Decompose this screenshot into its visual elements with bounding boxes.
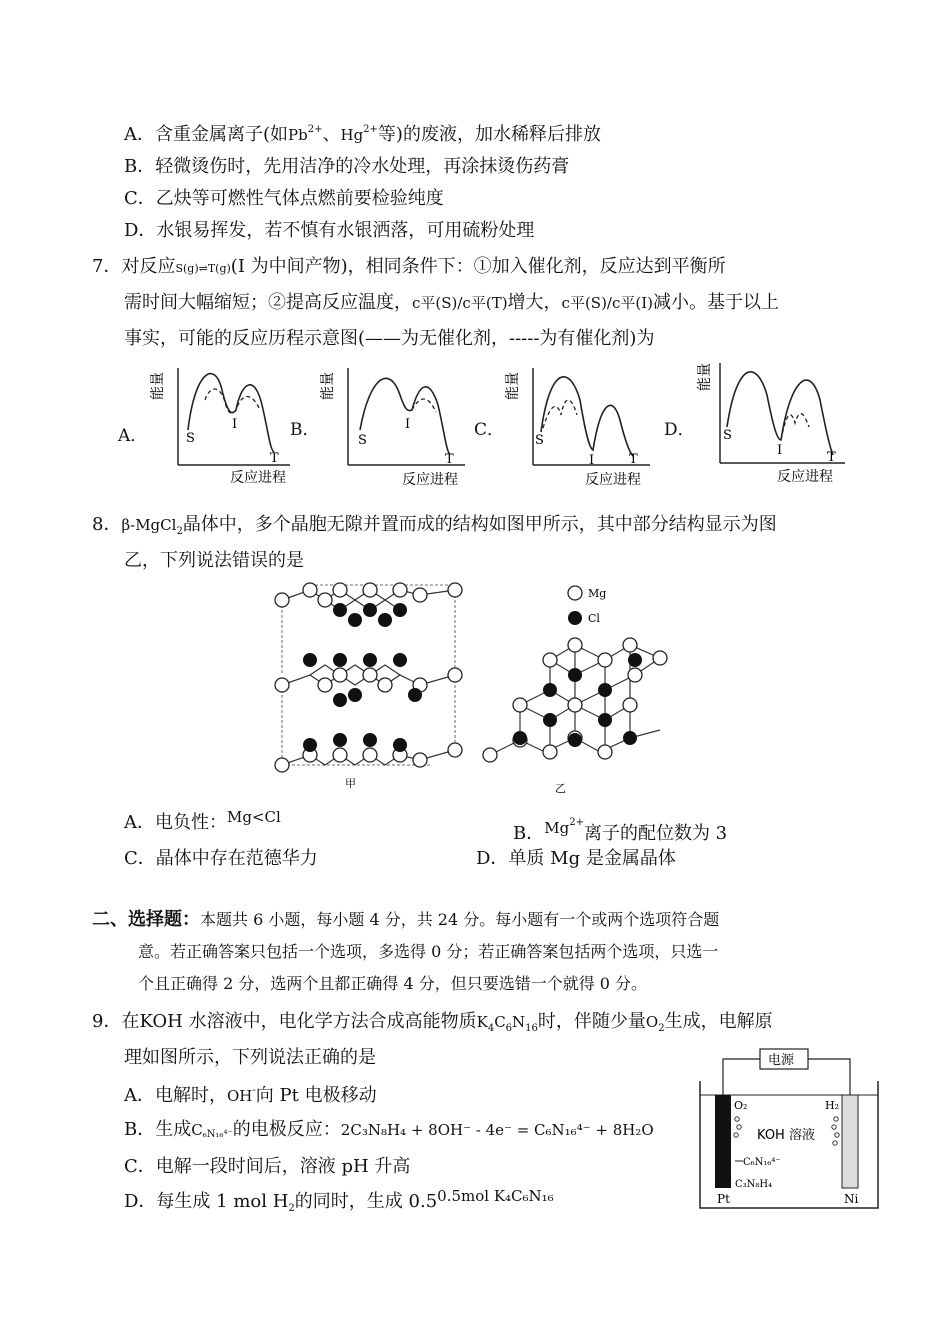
point-t: T — [629, 452, 638, 467]
ion-pb-charge: 2+ — [307, 124, 323, 135]
section2-l1: 本题共 6 小题，每小题 4 分，共 24 分。每小题有一个或两个选项符合题 — [200, 910, 720, 929]
q7-line2-mid: 增大， — [507, 292, 562, 313]
ion-hg-charge: 2+ — [363, 124, 378, 135]
power-label: 电源 — [768, 1053, 795, 1068]
o: O — [645, 1013, 659, 1031]
legend-cl: Cl — [588, 612, 600, 625]
q7-line2 — [124, 291, 779, 315]
q9-option-a-ion: OH — [227, 1087, 253, 1105]
q9-text-post: 生成，电解原 — [664, 1011, 773, 1032]
c-sub: 6 — [505, 1023, 513, 1034]
q7-line1 — [92, 255, 726, 281]
q9-line1 — [92, 1010, 773, 1041]
q7-text-post: (I 为中间产物)，相同条件下：①加入催化剂，反应达到平衡所 — [230, 256, 726, 277]
q8-option-b-ion: Mg — [544, 819, 570, 837]
q7-text: 对反应 — [121, 256, 176, 277]
curve-uncatalyzed — [541, 377, 633, 456]
solution-label: KOH 溶液 — [757, 1128, 815, 1143]
xlabel: 反应进程 — [585, 472, 641, 488]
q9-text: 在KOH 水溶液中，电化学方法合成高能物质 — [121, 1011, 477, 1032]
point-i: I — [589, 453, 595, 468]
reactant-label: C₃N₈H₄ — [735, 1179, 773, 1190]
h2-label: H₂ — [825, 1099, 840, 1112]
q6-option-a-post: 等)的废液，加水稀释后排放 — [377, 124, 601, 145]
ylabel: 能量 — [150, 372, 166, 400]
section2-line1 — [92, 908, 719, 932]
ni-label: Ni — [844, 1192, 859, 1206]
q7-option-c-label: C． — [474, 420, 505, 440]
section2-line2: 意。若正确答案只包括一个选项，多选得 0 分；若正确答案包括两个选项，只选一 — [138, 942, 719, 961]
q7-option-b-label: B． — [290, 420, 320, 440]
q8-formula-sub: 2 — [176, 526, 183, 537]
point-s: S — [535, 433, 544, 448]
caption-yi: 乙 — [555, 782, 566, 795]
n-sub: 16 — [525, 1023, 538, 1034]
xlabel: 反应进程 — [402, 472, 458, 488]
q8-number: 8． — [92, 514, 122, 535]
n: N — [512, 1013, 526, 1031]
point-t: T — [270, 451, 279, 466]
point-i: I — [405, 417, 411, 432]
q7-reaction: S(g)⇌T(g) — [175, 262, 231, 275]
q9-option-c: C．电解一段时间后，溶液 pH 升高 — [124, 1156, 411, 1177]
k: K — [476, 1013, 488, 1031]
energy-diagram-d — [695, 355, 850, 485]
q9-option-b-eq: 2C₃N₈H₄ + 8OH⁻ - 4e⁻ = C₆N₁₆⁴⁻ + 8H₂O — [340, 1121, 654, 1139]
wire-right — [808, 1059, 850, 1095]
q6-option-d: D．水银易挥发，若不慎有水银洒落，可用硫粉处理 — [124, 220, 535, 241]
q6-option-a-text: A．含重金属离子(如 — [124, 124, 289, 145]
q7-line2-post: 减小。基于以上 — [653, 292, 780, 313]
ylabel: 能量 — [697, 363, 713, 391]
q8-option-a-text: A．电负性： — [124, 812, 227, 833]
q7-option-a-label: A． — [118, 426, 148, 446]
energy-diagram-b — [320, 360, 470, 490]
ion-hg: Hg — [340, 126, 364, 144]
q9-option-b-post: 的电极反应： — [232, 1119, 341, 1140]
curve-catalyzed — [543, 400, 577, 428]
q9-option-b-text: B．生成 — [124, 1119, 192, 1140]
q8-option-a-val: Mg<Cl — [227, 808, 281, 826]
q9-line2: 理如图所示，下列说法正确的是 — [124, 1047, 376, 1068]
separator: 、 — [322, 124, 341, 145]
q8-option-b — [513, 811, 727, 846]
q9-option-a-text: A．电解时， — [124, 1085, 227, 1106]
product-label: C₆N₁₆⁴⁻ — [743, 1157, 781, 1168]
pt-label: Pt — [717, 1192, 730, 1206]
q7-ratio2: c平(S)/c平(I) — [561, 294, 654, 312]
q8-line1 — [92, 513, 777, 544]
q9-number: 9． — [92, 1011, 122, 1032]
q8-option-c: C．晶体中存在范德华力 — [124, 848, 318, 869]
q6-option-c: C．乙炔等可燃性气体点燃前要检验纯度 — [124, 188, 444, 209]
curve-uncatalyzed — [188, 374, 274, 452]
q9-option-d-sub: 2 — [288, 1203, 295, 1214]
q8-text: 晶体中，多个晶胞无隙并置而成的结构如图甲所示，其中部分结构显示为图 — [182, 514, 777, 535]
o2-label: O₂ — [734, 1099, 748, 1112]
curve-catalyzed — [205, 389, 260, 413]
q8-formula: β-MgCl — [121, 516, 177, 534]
ylabel: 能量 — [320, 372, 336, 400]
q9-option-d-mid: 的同时，生成 0.5 — [294, 1191, 438, 1212]
ylabel: 能量 — [505, 372, 521, 400]
q8-option-b-text: B． — [513, 823, 545, 844]
q8-option-a — [124, 808, 281, 835]
q6-option-a — [124, 118, 601, 147]
caption-jia: 甲 — [345, 777, 356, 790]
k-sub: 4 — [487, 1023, 495, 1034]
point-i: I — [232, 417, 238, 432]
crystal-structure-yi — [480, 580, 690, 795]
q9-option-d — [124, 1187, 554, 1221]
q8-option-b-charge: 2+ — [569, 817, 584, 828]
xlabel: 反应进程 — [777, 469, 833, 485]
q7-line3: 事实，可能的反应历程示意图(——为无催化剂，-----为有催化剂)为 — [124, 328, 655, 349]
q7-line2-pre: 需时间大幅缩短；②提高反应温度， — [124, 292, 412, 313]
q9-text-mid: 时，伴随少量 — [537, 1011, 646, 1032]
point-t: T — [445, 452, 454, 467]
o-sub: 2 — [658, 1023, 665, 1034]
energy-diagram-c — [505, 360, 655, 490]
point-s: S — [358, 433, 367, 448]
section2-line3: 个且正确得 2 分，选两个且都正确得 4 分，但只要选错一个就得 0 分。 — [138, 974, 648, 993]
q9-option-a-charge: - — [252, 1085, 256, 1096]
point-i: I — [777, 443, 783, 458]
xlabel: 反应进程 — [230, 470, 286, 486]
q8-option-b-post: 离子的配位数为 3 — [583, 823, 728, 844]
energy-diagram-a — [150, 360, 295, 490]
q9-option-d-val: 0.5mol K₄C₆N₁₆ — [437, 1187, 554, 1205]
legend-cl-icon — [568, 611, 582, 625]
q8-option-d: D．单质 Mg 是金属晶体 — [476, 848, 676, 869]
pt-electrode — [715, 1095, 731, 1188]
q9-option-a-post: 向 Pt 电极移动 — [255, 1085, 377, 1106]
c: C — [494, 1013, 506, 1031]
q8-line2: 乙，下列说法错误的是 — [124, 550, 304, 571]
section2-title: 二、选择题： — [92, 909, 200, 930]
point-t: T — [827, 450, 836, 465]
legend-mg-icon — [568, 586, 582, 600]
legend-mg: Mg — [588, 587, 607, 600]
wire-left — [723, 1059, 760, 1095]
ion-pb: Pb — [288, 126, 308, 144]
q9-option-a — [124, 1079, 377, 1108]
crystal-structure-jia — [270, 575, 470, 790]
q7-ratio1: c平(S)/c平(T) — [412, 294, 508, 312]
q9-option-b: B．生成C₆N₁₆⁴⁻的电极反应：2C₃N₈H₄ + 8OH⁻ - 4e⁻ = C₆N₁₆⁴⁻ + 8H₂O — [124, 1119, 654, 1140]
q9-option-d-text: D．每生成 1 mol H — [124, 1191, 289, 1212]
ni-electrode — [842, 1095, 858, 1188]
q7-number: 7． — [92, 256, 122, 277]
q9-option-b-ion: C — [191, 1121, 203, 1139]
point-s: S — [186, 431, 195, 446]
q6-option-b: B．轻微烫伤时，先用洁净的冷水处理，再涂抹烫伤药膏 — [124, 156, 570, 177]
electrolysis-cell — [695, 1043, 885, 1213]
point-s: S — [723, 428, 732, 443]
q7-option-d-label: D． — [664, 420, 695, 440]
